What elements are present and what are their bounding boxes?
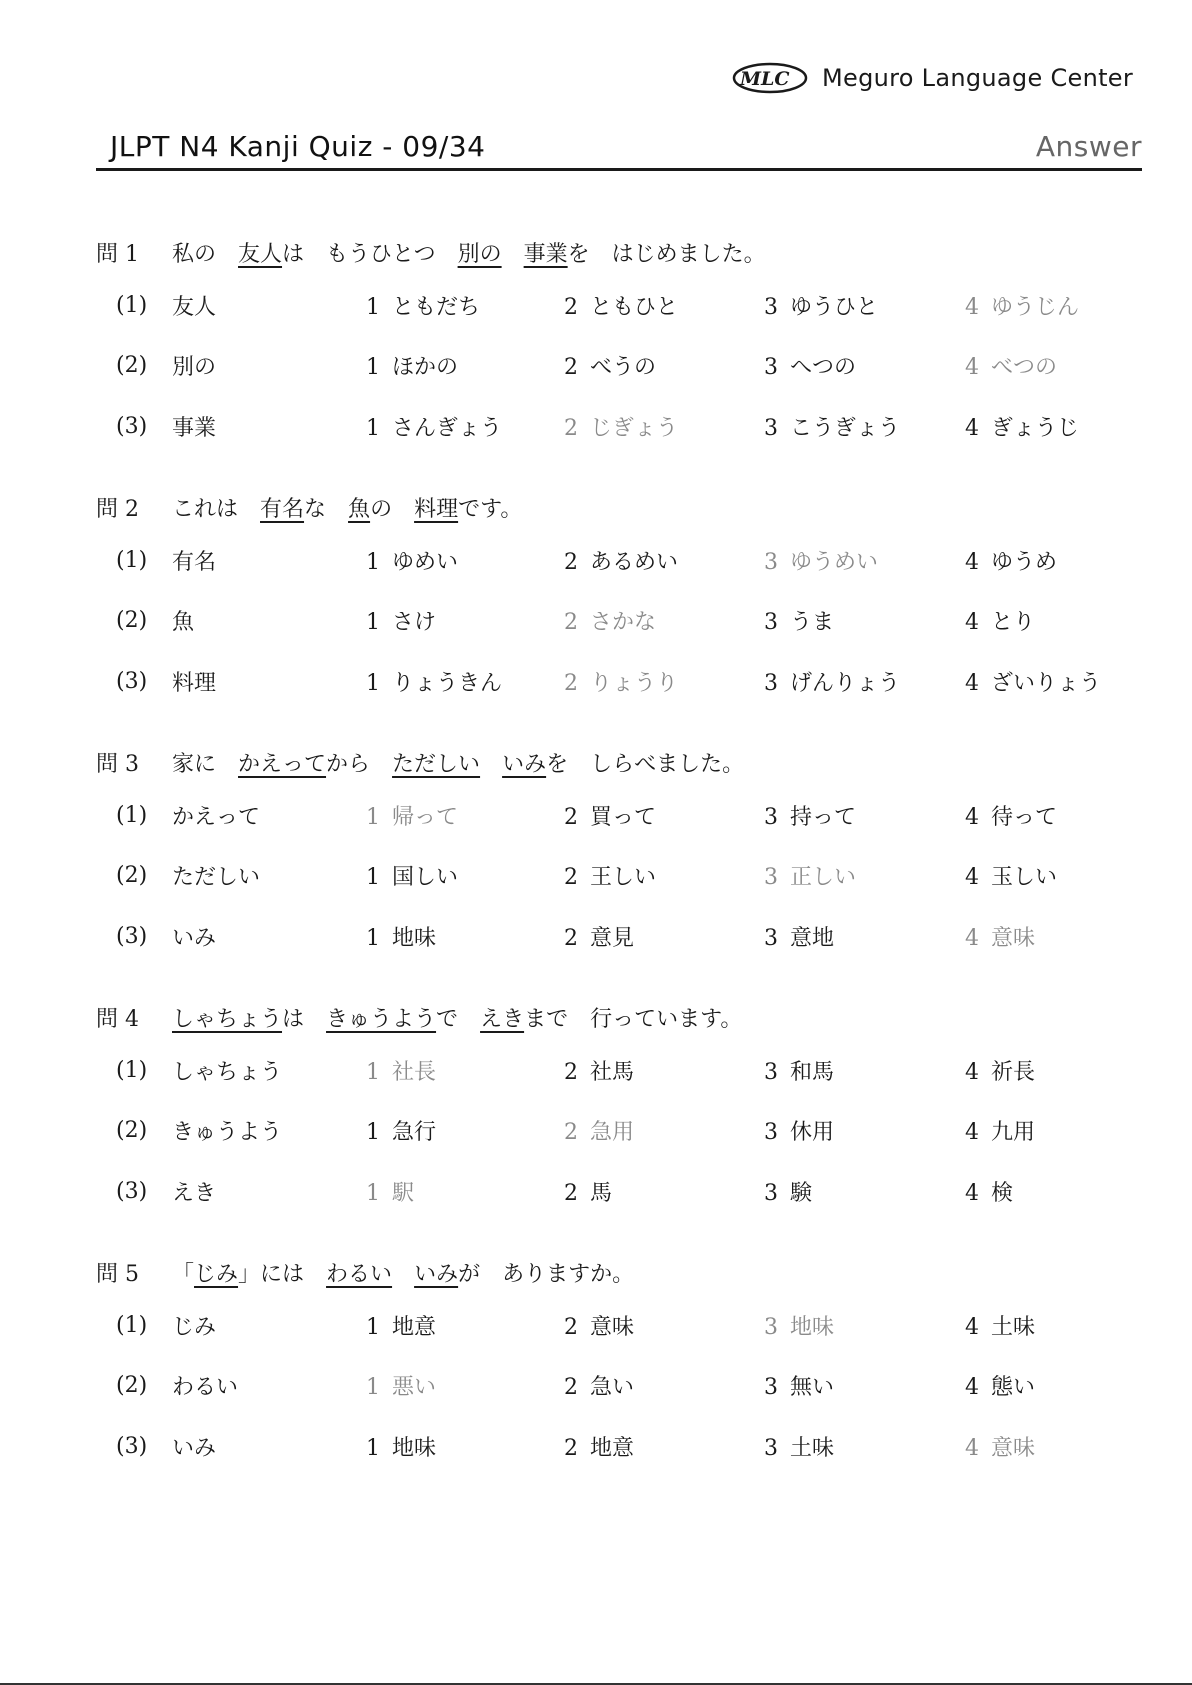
target-word: わるい: [172, 1375, 239, 1401]
sub-question-row: [96, 1356, 1142, 1417]
sub-question-row: [96, 1040, 1142, 1101]
choice-number: 2: [564, 610, 578, 636]
choice-option: [366, 605, 436, 636]
choice-option: [366, 1115, 436, 1146]
choice-correct: [366, 1370, 436, 1401]
choice-option: [366, 411, 502, 442]
choice-correct: [366, 800, 458, 831]
choice-text: さんぎょう: [392, 415, 503, 441]
sub-question-number: (1): [116, 802, 148, 828]
page-header: [96, 128, 1142, 171]
choice-correct: [764, 545, 878, 576]
choice-text: 馬: [590, 1180, 613, 1206]
choice-option: [564, 1370, 634, 1401]
underlined-word: えき: [480, 1007, 525, 1032]
choice-number: 3: [764, 294, 778, 320]
choice-text: 社馬: [590, 1059, 635, 1085]
choice-correct: [564, 411, 678, 442]
choice-number: 4: [965, 1314, 979, 1340]
choice-option: [764, 921, 834, 952]
answer-label: Answer: [1035, 130, 1142, 163]
choice-text: 祈長: [991, 1059, 1036, 1085]
choice-number: 4: [965, 610, 979, 636]
sentence-text: を はじめました。: [567, 242, 766, 267]
choice-text: じぎょう: [590, 415, 679, 441]
choice-text: ほかの: [392, 355, 459, 381]
mlc-logo-icon: [732, 62, 808, 94]
sentence-text: [392, 1257, 414, 1288]
target-word: しゃちょう: [172, 1059, 283, 1085]
question-number: 問 1: [96, 242, 139, 267]
choice-number: 1: [366, 549, 380, 575]
choice-option: [764, 1176, 812, 1207]
question-sentence: [96, 740, 1142, 785]
underlined-word: わるい: [326, 1262, 393, 1287]
choice-correct: [965, 921, 1035, 952]
sub-question-number: (2): [116, 608, 148, 634]
choice-text: りょうきん: [392, 670, 503, 696]
choice-text: ゆうめ: [991, 549, 1058, 575]
target-word: 友人: [172, 294, 217, 320]
choice-text: とり: [991, 610, 1036, 636]
sub-question-number: (2): [116, 353, 148, 379]
choice-option: [366, 666, 502, 697]
choice-text: 検: [991, 1180, 1014, 1206]
choice-number: 1: [366, 355, 380, 381]
sub-question-row: [96, 1161, 1142, 1222]
sub-question-row: [96, 846, 1142, 907]
underlined-word: 友人: [238, 242, 283, 267]
sentence-text: 」には: [238, 1262, 327, 1287]
choice-number: 1: [366, 804, 380, 830]
question-block: [96, 485, 1142, 740]
choice-number: 3: [764, 415, 778, 441]
choice-number: 3: [764, 610, 778, 636]
choice-option: [564, 1055, 634, 1086]
choice-option: [965, 800, 1057, 831]
sub-question-row: [96, 1295, 1142, 1356]
question-sentence: [96, 995, 1142, 1040]
choice-number: 1: [366, 1314, 380, 1340]
choice-number: 3: [764, 1314, 778, 1340]
question-number: 問 5: [96, 1262, 139, 1287]
sentence-text: です。: [458, 497, 523, 522]
sub-question-row: [96, 906, 1142, 967]
choice-correct: [564, 1115, 634, 1146]
choice-option: [965, 1055, 1035, 1086]
choice-correct: [564, 666, 678, 697]
choice-option: [764, 605, 834, 636]
choice-option: [564, 1431, 634, 1462]
choice-text: 正しい: [790, 865, 857, 891]
sentence-text: [502, 237, 524, 268]
choice-option: [965, 1310, 1035, 1341]
underlined-word: いみ: [502, 752, 547, 777]
underlined-word: いみ: [414, 1262, 459, 1287]
choice-number: 3: [764, 865, 778, 891]
choice-correct: [366, 1055, 436, 1086]
choice-text: 休用: [790, 1120, 835, 1146]
sub-question-row: [96, 1101, 1142, 1162]
underlined-word: かえって: [238, 752, 327, 777]
choice-number: 1: [366, 1435, 380, 1461]
choice-number: 3: [764, 1180, 778, 1206]
choice-option: [564, 921, 634, 952]
choice-number: 2: [564, 1314, 578, 1340]
sentence-text: の: [370, 497, 415, 522]
choice-text: さかな: [590, 610, 657, 636]
target-word: 別の: [172, 355, 217, 381]
choice-number: 2: [564, 925, 578, 951]
choice-number: 1: [366, 415, 380, 441]
choice-option: [764, 800, 856, 831]
choice-number: 4: [965, 355, 979, 381]
choice-number: 1: [366, 670, 380, 696]
choice-number: 4: [965, 1120, 979, 1146]
choice-number: 2: [564, 865, 578, 891]
page-title: JLPT N4 Kanji Quiz - 09/34: [110, 130, 486, 163]
choice-number: 4: [965, 294, 979, 320]
choice-number: 1: [366, 865, 380, 891]
choice-number: 1: [366, 1059, 380, 1085]
choice-text: 意地: [790, 925, 835, 951]
sentence-text: が ありますか。: [458, 1262, 635, 1287]
question-number: 問 4: [96, 1007, 139, 1032]
sentence-text: は もうひとつ: [282, 242, 458, 267]
org-name: Meguro Language Center: [822, 64, 1134, 92]
choice-option: [965, 1115, 1035, 1146]
choice-text: ともだち: [392, 294, 481, 320]
choice-option: [564, 1310, 634, 1341]
sub-question-number: (2): [116, 1373, 148, 1399]
choice-number: 4: [965, 1180, 979, 1206]
choice-option: [366, 290, 480, 321]
question-sentence: [96, 485, 1142, 530]
sub-question-number: (2): [116, 1118, 148, 1144]
sentence-text: これは: [172, 497, 261, 522]
choice-text: ぎょうじ: [991, 415, 1080, 441]
choice-number: 2: [564, 549, 578, 575]
target-word: じみ: [172, 1314, 217, 1340]
target-word: いみ: [172, 1435, 217, 1461]
sub-question-number: (1): [116, 1312, 148, 1338]
choice-option: [764, 666, 900, 697]
choice-text: 地味: [392, 1435, 437, 1461]
choice-text: 意味: [991, 925, 1036, 951]
choice-text: 土味: [790, 1435, 835, 1461]
choice-number: 4: [965, 804, 979, 830]
question-block: [96, 230, 1142, 485]
choice-text: 悪い: [392, 1375, 437, 1401]
target-word: いみ: [172, 925, 217, 951]
choice-option: [764, 1370, 834, 1401]
choice-text: ゆめい: [392, 549, 459, 575]
sub-question-row: [96, 530, 1142, 591]
choice-number: 4: [965, 670, 979, 696]
choice-option: [366, 350, 458, 381]
choice-text: 急行: [392, 1120, 437, 1146]
sentence-text: は: [282, 1007, 327, 1032]
choice-text: ゆうめい: [790, 549, 879, 575]
choice-number: 4: [965, 415, 979, 441]
sub-question-number: (1): [116, 292, 148, 318]
choice-text: 帰って: [392, 804, 459, 830]
sentence-text: まで 行っています。: [524, 1007, 743, 1032]
sub-question-number: (3): [116, 668, 148, 694]
choice-correct: [564, 605, 656, 636]
choice-number: 3: [764, 1059, 778, 1085]
choice-number: 2: [564, 670, 578, 696]
sentence-text: から: [326, 752, 393, 777]
choice-text: 急い: [590, 1375, 635, 1401]
choice-text: 意味: [590, 1314, 635, 1340]
choice-option: [965, 1176, 1013, 1207]
sub-question-number: (3): [116, 923, 148, 949]
choice-number: 2: [564, 804, 578, 830]
choice-text: 持って: [790, 804, 857, 830]
choice-option: [366, 860, 458, 891]
underlined-word: 料理: [414, 497, 459, 522]
sub-question-number: (1): [116, 547, 148, 573]
sub-question-number: (1): [116, 1057, 148, 1083]
choice-option: [965, 666, 1101, 697]
choice-text: 待って: [991, 804, 1058, 830]
choice-option: [965, 545, 1057, 576]
choice-number: 4: [965, 1375, 979, 1401]
choice-text: 地味: [392, 925, 437, 951]
choice-option: [366, 1310, 436, 1341]
choice-text: うま: [790, 610, 835, 636]
choice-text: 玉しい: [991, 865, 1058, 891]
choice-text: ともひと: [590, 294, 679, 320]
underlined-word: しゃちょう: [172, 1007, 283, 1032]
target-word: 事業: [172, 415, 217, 441]
choice-text: 土味: [991, 1314, 1036, 1340]
choice-text: 地意: [590, 1435, 635, 1461]
choice-option: [366, 921, 436, 952]
choice-text: 買って: [590, 804, 657, 830]
choice-number: 4: [965, 549, 979, 575]
choice-number: 2: [564, 1435, 578, 1461]
choice-text: りょうり: [590, 670, 679, 696]
choice-text: ゆうじん: [991, 294, 1080, 320]
sub-question-number: (3): [116, 1433, 148, 1459]
choice-text: 態い: [991, 1375, 1036, 1401]
target-word: 料理: [172, 670, 217, 696]
choice-option: [764, 1115, 834, 1146]
choice-number: 2: [564, 294, 578, 320]
choice-correct: [965, 350, 1057, 381]
choice-number: 3: [764, 355, 778, 381]
choice-text: 無い: [790, 1375, 835, 1401]
choice-text: ざいりょう: [991, 670, 1102, 696]
choice-number: 3: [764, 804, 778, 830]
choice-correct: [764, 1310, 834, 1341]
choice-option: [965, 1370, 1035, 1401]
underlined-word: 別の: [457, 242, 502, 267]
question-number: 問 3: [96, 752, 139, 777]
choice-number: 2: [564, 1059, 578, 1085]
underlined-word: じみ: [194, 1262, 239, 1287]
underlined-word: きゅうよう: [326, 1007, 437, 1032]
choice-text: へつの: [790, 355, 857, 381]
choice-option: [764, 290, 878, 321]
choice-number: 1: [366, 1180, 380, 1206]
choice-option: [366, 545, 458, 576]
choice-option: [764, 350, 856, 381]
choice-text: さけ: [392, 610, 437, 636]
choice-number: 4: [965, 1059, 979, 1085]
choice-correct: [965, 290, 1079, 321]
choice-text: 地意: [392, 1314, 437, 1340]
choice-number: 4: [965, 1435, 979, 1461]
choice-text: あるめい: [590, 549, 679, 575]
question-block: [96, 740, 1142, 995]
choice-option: [965, 605, 1035, 636]
question-block: [96, 1250, 1142, 1505]
underlined-word: ただしい: [392, 752, 481, 777]
choice-correct: [965, 1431, 1035, 1462]
sub-question-row: [96, 275, 1142, 336]
sub-question-number: (3): [116, 413, 148, 439]
choice-number: 1: [366, 294, 380, 320]
choice-number: 1: [366, 925, 380, 951]
underlined-word: 事業: [523, 242, 568, 267]
choice-text: 意見: [590, 925, 635, 951]
choice-text: 国しい: [392, 865, 459, 891]
question-sentence: [96, 230, 1142, 275]
svg-text:MLC: MLC: [740, 68, 790, 90]
choice-number: 3: [764, 670, 778, 696]
sub-question-row: [96, 396, 1142, 457]
choice-text: 和馬: [790, 1059, 835, 1085]
choice-option: [366, 1431, 436, 1462]
sub-question-row: [96, 785, 1142, 846]
underlined-word: 有名: [260, 497, 305, 522]
underlined-word: 魚: [348, 497, 371, 522]
choice-option: [965, 860, 1057, 891]
target-word: かえって: [172, 804, 261, 830]
choice-number: 3: [764, 1435, 778, 1461]
choice-option: [564, 860, 656, 891]
sentence-text: な: [304, 497, 349, 522]
sentence-text: で: [436, 1007, 481, 1032]
choice-text: 急用: [590, 1120, 635, 1146]
question-block: [96, 995, 1142, 1250]
choice-number: 1: [366, 1120, 380, 1146]
sentence-text: 「: [172, 1262, 195, 1287]
choice-text: 験: [790, 1180, 813, 1206]
choice-text: 意味: [991, 1435, 1036, 1461]
sentence-text: を しらべました。: [546, 752, 745, 777]
question-sentence: [96, 1250, 1142, 1295]
choice-option: [564, 290, 678, 321]
choice-number: 2: [564, 1375, 578, 1401]
target-word: 魚: [172, 610, 195, 636]
target-word: えき: [172, 1180, 217, 1206]
choice-text: 地味: [790, 1314, 835, 1340]
choice-option: [564, 1176, 612, 1207]
choice-text: 九用: [991, 1120, 1036, 1146]
choice-number: 3: [764, 1375, 778, 1401]
choice-number: 1: [366, 1375, 380, 1401]
choice-text: げんりょう: [790, 670, 901, 696]
target-word: 有名: [172, 549, 217, 575]
sub-question-row: [96, 591, 1142, 652]
choice-option: [564, 800, 656, 831]
choice-text: ゆうひと: [790, 294, 879, 320]
sentence-text: 私の: [172, 242, 239, 267]
sentence-text: [480, 747, 502, 778]
choice-text: 社長: [392, 1059, 437, 1085]
choice-text: べつの: [991, 355, 1058, 381]
choice-text: 駅: [392, 1180, 415, 1206]
choice-option: [564, 350, 656, 381]
choice-number: 1: [366, 610, 380, 636]
sub-question-row: [96, 336, 1142, 397]
choice-number: 4: [965, 925, 979, 951]
choice-text: べうの: [590, 355, 657, 381]
choice-text: 王しい: [590, 865, 657, 891]
sub-question-number: (2): [116, 863, 148, 889]
choice-correct: [764, 860, 856, 891]
choice-number: 2: [564, 1120, 578, 1146]
choice-number: 2: [564, 355, 578, 381]
choice-option: [764, 1431, 834, 1462]
choice-number: 2: [564, 415, 578, 441]
choice-number: 3: [764, 549, 778, 575]
choice-option: [764, 1055, 834, 1086]
question-number: 問 2: [96, 497, 139, 522]
target-word: きゅうよう: [172, 1120, 283, 1146]
sub-question-number: (3): [116, 1178, 148, 1204]
choice-option: [764, 411, 900, 442]
sentence-text: 家に: [172, 752, 239, 777]
choice-number: 3: [764, 1120, 778, 1146]
choice-text: こうぎょう: [790, 415, 901, 441]
choice-option: [965, 411, 1079, 442]
choice-correct: [366, 1176, 414, 1207]
sub-question-row: [96, 1416, 1142, 1477]
choice-number: 3: [764, 925, 778, 951]
choice-option: [564, 545, 678, 576]
target-word: ただしい: [172, 865, 261, 891]
choice-number: 4: [965, 865, 979, 891]
choice-number: 2: [564, 1180, 578, 1206]
question-list: [96, 230, 1142, 1505]
sub-question-row: [96, 651, 1142, 712]
brand-logo: [732, 60, 1133, 96]
